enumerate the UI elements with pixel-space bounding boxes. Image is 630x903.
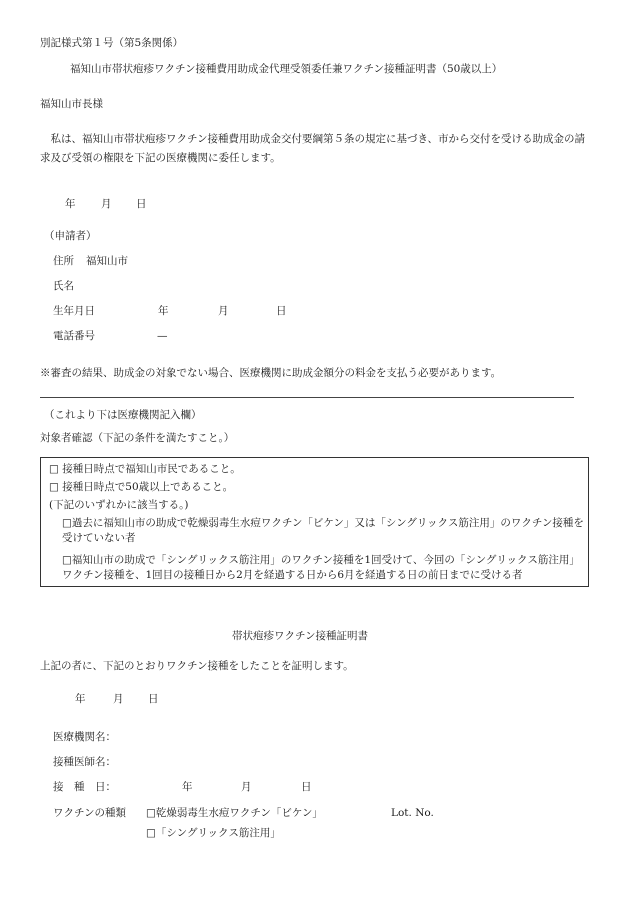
eligibility-heading: 対象者確認（下記の条件を満たすこと。） — [40, 432, 235, 444]
birth-month-label: 月 — [218, 305, 229, 317]
institution-label: 医療機関名： — [53, 731, 116, 743]
vaccine-type-label: ワクチンの種類 — [53, 807, 126, 819]
doctor-label: 接種医師名： — [53, 756, 116, 768]
applicant-heading: （申請者） — [44, 230, 97, 242]
delegation-text: 私は、福知山市帯状疱疹ワクチン接種費用助成金交付要綱第５条の規定に基づき、市から交付を受ける助成金の請求及び受領の権限を下記の医療機関に委任します。 — [40, 133, 586, 164]
certificate-statement: 上記の者に、下記のとおりワクチン接種をしたことを証明します。 — [40, 660, 354, 672]
date-year-label: 年 — [65, 198, 76, 210]
vaccine-option-biken: □乾燥弱毒生水痘ワクチン「ビケン」 — [146, 807, 323, 819]
section-divider — [40, 397, 574, 398]
certificate-title: 帯状疱疹ワクチン接種証明書 — [232, 630, 368, 642]
address-value: 福知山市 — [86, 255, 128, 267]
vaccination-date-label: 接 種 日： — [53, 781, 116, 793]
condition-sub-second-dose: □福知山市の助成で「シングリックス筋注用」のワクチン接種を1回受けて、今回の「シングリックス筋注用」ワクチン接種を、1回目の接種日から2月を経過する日から6月を経過する日の前日までに受ける者 — [62, 554, 580, 581]
condition-any-of: (下記のいずれかに該当する。) — [49, 499, 189, 511]
condition-age: □ 接種日時点で50歳以上であること。 — [49, 481, 234, 493]
birth-year-label: 年 — [158, 305, 169, 317]
cert-date-year-label: 年 — [75, 693, 86, 705]
medical-section-heading: （これより下は医療機関記入欄） — [44, 409, 202, 421]
birth-day-label: 日 — [276, 305, 287, 317]
cert-date-month-label: 月 — [113, 693, 124, 705]
vaccination-year-label: 年 — [182, 781, 193, 793]
cert-date-day-label: 日 — [148, 693, 159, 705]
condition-sub-first-time: □過去に福知山市の助成で乾燥弱毒生水痘ワクチン「ビケン」又は「シングリックス筋注用」のワクチン接種を受けていない者 — [62, 517, 584, 544]
vaccine-option-shingrix: □「シングリックス筋注用」 — [146, 827, 281, 839]
birth-label: 生年月日 — [53, 305, 95, 317]
phone-label: 電話番号 — [53, 330, 95, 342]
address-label: 住所 — [53, 255, 74, 267]
vaccination-month-label: 月 — [241, 781, 252, 793]
condition-resident: □ 接種日時点で福知山市民であること。 — [49, 463, 241, 475]
name-label: 氏名 — [53, 280, 74, 292]
date-month-label: 月 — [101, 198, 112, 210]
page-title: 福知山市帯状疱疹ワクチン接種費用助成金代理受領委任兼ワクチン接種証明書（50歳以上） — [70, 63, 503, 75]
addressee: 福知山市長様 — [40, 98, 103, 110]
phone-separator: — — [157, 330, 168, 342]
lot-number-label: Lot. No. — [391, 807, 434, 819]
vaccination-day-label: 日 — [301, 781, 312, 793]
form-number: 別記様式第１号（第5条関係） — [40, 37, 184, 49]
notice-text: ※審査の結果、助成金の対象でない場合、医療機関に助成金額分の料金を支払う必要があります。 — [40, 367, 502, 379]
date-day-label: 日 — [136, 198, 147, 210]
